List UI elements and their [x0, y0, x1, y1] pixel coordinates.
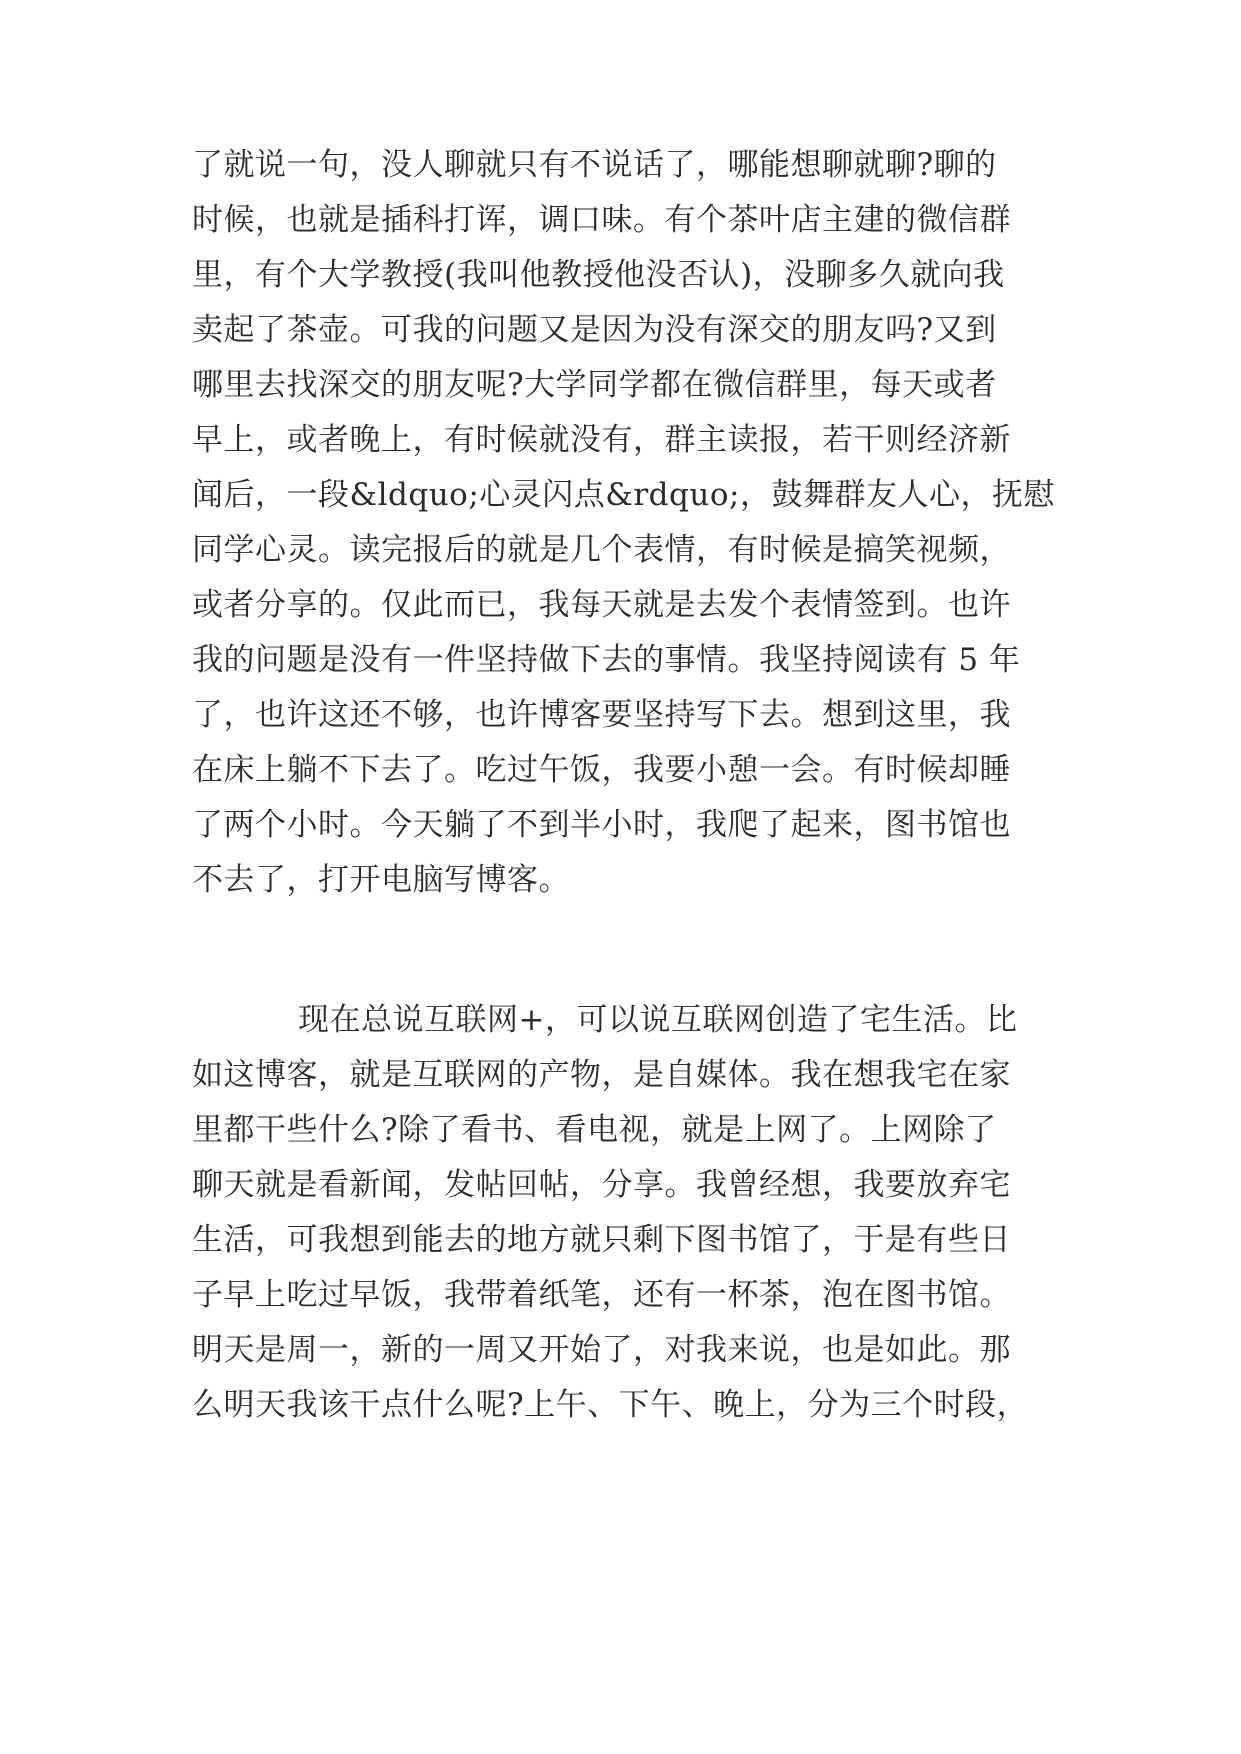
text-line: 早上，或者晚上，有时候就没有，群主读报，若干则经济新 — [192, 422, 1011, 458]
text-line: 里，有个大学教授(我叫他教授他没否认)，没聊多久就向我 — [192, 257, 1005, 293]
text-line: 同学心灵。读完报后的就是几个表情，有时候是搞笑视频， — [192, 532, 1011, 568]
text-line: 明天是周一，新的一周又开始了，对我来说，也是如此。那 — [192, 1332, 1011, 1368]
text-line: 或者分享的。仅此而已，我每天就是去发个表情签到。也许 — [192, 587, 1011, 623]
text-line: 了就说一句，没人聊就只有不说话了，哪能想聊就聊?聊的 — [192, 147, 997, 183]
text-line: 了，也许这还不够，也许博客要坚持写下去。想到这里，我 — [192, 697, 1011, 733]
text-line: 卖起了茶壶。可我的问题又是因为没有深交的朋友吗?又到 — [192, 312, 997, 348]
text-line: 里都干些什么?除了看书、看电视，就是上网了。上网除了 — [192, 1112, 997, 1148]
text-line: 哪里去找深交的朋友呢?大学同学都在微信群里，每天或者 — [192, 367, 997, 403]
text-line: 闻后，一段&ldquo;心灵闪点&rdquo;，鼓舞群友人心，抚慰 — [192, 477, 1055, 513]
text-line: 子早上吃过早饭，我带着纸笔，还有一杯茶，泡在图书馆。 — [192, 1277, 1011, 1313]
text-line: 么明天我该干点什么呢?上午、下午、晚上，分为三个时段， — [192, 1387, 1029, 1423]
text-line: 现在总说互联网+，可以说互联网创造了宅生活。比 — [298, 1002, 1018, 1038]
text-line: 不去了，打开电脑写博客。 — [192, 862, 570, 898]
text-line: 如这博客，就是互联网的产物，是自媒体。我在想我宅在家 — [192, 1057, 1011, 1093]
text-line: 时候，也就是插科打诨，调口味。有个茶叶店主建的微信群 — [192, 202, 1011, 238]
text-line: 了两个小时。今天躺了不到半小时，我爬了起来，图书馆也 — [192, 807, 1011, 843]
text-line: 聊天就是看新闻，发帖回帖，分享。我曾经想，我要放弃宅 — [192, 1167, 1011, 1203]
text-line: 我的问题是没有一件坚持做下去的事情。我坚持阅读有 5 年 — [192, 642, 1021, 678]
text-line: 在床上躺不下去了。吃过午饭，我要小憩一会。有时候却睡 — [192, 752, 1011, 788]
text-line: 生活，可我想到能去的地方就只剩下图书馆了，于是有些日 — [192, 1222, 1011, 1258]
